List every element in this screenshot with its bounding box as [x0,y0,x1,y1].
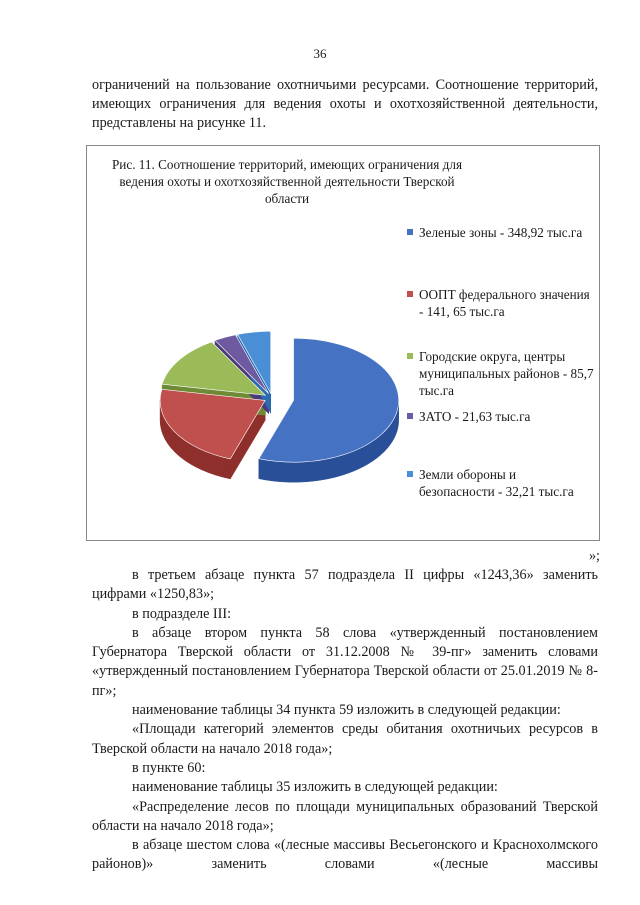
paragraph: в третьем абзаце пункта 57 подраздела II цифры «1243,36» заменить цифрами «1250,83»; [92,567,598,603]
paragraph: наименование таблицы 35 изложить в следующей редакции: [132,779,498,796]
legend-item [407,348,595,399]
legend-item [407,408,595,425]
legend-swatch [407,471,413,477]
legend-swatch [407,353,413,359]
chart-title: Рис. 11. Соотношение территорий, имеющих ограничения для ведения охоты и охотхозяйственной деятельности Тверской области [111,157,463,206]
legend-label: Зеленые зоны - 348,92 тыс.га [419,225,583,240]
body-text [92,566,598,875]
legend-label: ЗАТО - 21,63 тыс.га [419,409,531,424]
legend-item [407,466,595,500]
intro-paragraph: ограничений на пользование охотничьими ресурсами. Соотношение территорий, имеющих ограничения для ведения охоты и охотхозяйственной деятельности, представлены на рисунке 11. [92,77,598,131]
legend-label: Земли обороны и безопасности - 32,21 тыс.га [419,467,574,499]
legend-swatch [407,229,413,235]
paragraph: в абзаце втором пункта 58 слова «утвержденный постановлением Губернатора Тверской области от 31.12.2008 № 39-пг» заменить словами «утвержденный постановлением Губернатора Тверской области от 25.01.2019 № 8-пг»; [92,624,598,699]
figure-11 [86,145,600,541]
page-number: 36 [313,46,327,61]
paragraph: в подразделе III: [132,605,232,622]
paragraph: «Площади категорий элементов среды обитания охотничьих ресурсов в Тверской области на начало 2018 года»; [92,721,598,757]
paragraph: в пункте 60: [132,759,206,776]
legend-label: ООПТ федерального значения - 141, 65 тыс.га [419,287,590,319]
legend-item [407,286,595,320]
paragraph: наименование таблицы 34 пункта 59 изложить в следующей редакции: [132,702,561,719]
legend-item [407,224,595,241]
legend-swatch [407,413,413,419]
legend-label: Городские округа, центры муниципальных районов - 85,7 тыс.га [419,349,594,398]
legend-swatch [407,291,413,297]
closing-quote: »; [588,548,600,564]
paragraph: в абзаце шестом слова «(лесные массивы Весьегонского и Краснохолмского районов)» заменить словами «(лесные массивы [92,837,598,873]
paragraph: «Распределение лесов по площади муниципальных образований Тверской области на начало 2018 года»; [92,798,598,834]
